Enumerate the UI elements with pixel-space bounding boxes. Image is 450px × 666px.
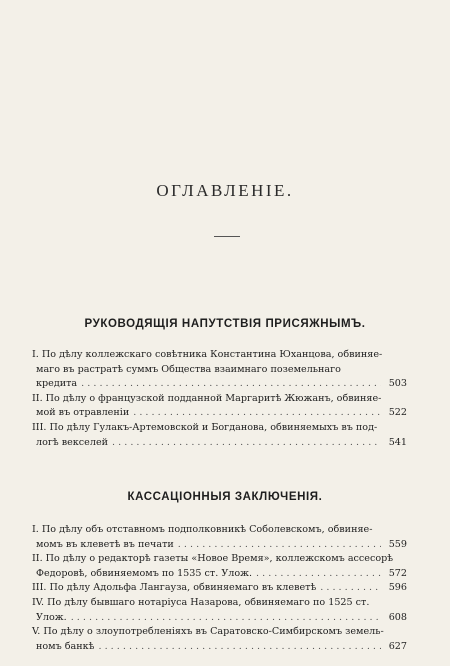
section-heading-cassation: КАССАЦІОННЫЯ ЗАКЛЮЧЕНІЯ. <box>127 491 323 503</box>
page-number: 541 <box>388 436 407 448</box>
toc-entry[interactable] <box>24 392 407 421</box>
dot-leader <box>98 640 381 655</box>
page-number: 559 <box>388 538 407 550</box>
toc-entry-line: маго въ растратѣ суммъ Общества взаимнаго поземельнаго <box>36 363 341 375</box>
page-number: 596 <box>388 582 407 594</box>
toc-entry-line: мой въ отравленіи <box>36 407 130 419</box>
dot-leader <box>71 611 381 626</box>
section-heading-instructions: РУКОВОДЯЩІЯ НАПУТСТВІЯ ПРИСЯЖНЫМЪ. <box>84 318 366 330</box>
toc-entry-line: II. По дѣлу о редакторѣ газеты «Новое Время», коллежскомъ ассесорѣ <box>32 553 394 565</box>
toc-entry-line: IV. По дѣлу бывшаго нотаріуса Назарова, обвиняемаго по 1525 ст. <box>32 596 370 608</box>
toc-entry-line: Улож. <box>36 611 67 623</box>
page-number: 522 <box>388 407 407 419</box>
dot-leader <box>133 406 381 421</box>
toc-entry[interactable] <box>24 552 407 581</box>
toc-list-instructions <box>24 348 407 450</box>
dot-leader <box>320 581 381 596</box>
toc-entry[interactable] <box>24 348 407 392</box>
page-number: 572 <box>388 567 407 579</box>
toc-entry-line: Федоровѣ, обвиняемомъ по 1535 ст. Улож. <box>36 567 252 579</box>
page-title: ОГЛАВЛЕНІЕ. <box>156 181 294 200</box>
toc-entry-line: I. По дѣлу коллежскаго совѣтника Константина Юханцова, обвиняе- <box>32 349 383 360</box>
toc-entry-line: I. По дѣлу объ отставномъ подполковникѣ Соболевскомъ, обвиняе- <box>32 524 373 535</box>
toc-entry-line: момъ въ клеветѣ въ печати <box>36 538 174 550</box>
toc-entry-line: II. По дѣлу о французской подданной Маргаритѣ Жюжанъ, обвиняе- <box>32 392 382 404</box>
dot-leader <box>256 567 381 582</box>
dot-leader <box>178 538 381 553</box>
toc-entry-line: кредита <box>36 378 78 390</box>
dot-leader <box>81 377 381 392</box>
toc-entry-line: V. По дѣлу о злоупотребленіяхъ въ Саратовско-Симбирскомъ земель- <box>32 626 384 638</box>
toc-entry-line: номъ банкѣ <box>36 640 95 652</box>
dot-leader <box>112 436 381 451</box>
toc-entry[interactable] <box>24 523 407 552</box>
page-number: 627 <box>388 640 407 652</box>
toc-list-cassation <box>24 523 407 654</box>
toc-entry-line: III. По дѣлу Адольфа Лангауза, обвиняемаго въ клеветѣ <box>32 582 317 594</box>
toc-entry[interactable] <box>24 421 407 450</box>
toc-entry[interactable] <box>24 581 407 596</box>
toc-entry-line: III. По дѣлу Гулакъ-Артемовской и Богданова, обвиняемыхъ въ под- <box>32 421 378 433</box>
page-number: 503 <box>388 378 407 390</box>
toc-entry-line: логѣ векселей <box>36 436 109 448</box>
title-divider <box>214 236 240 237</box>
toc-entry[interactable] <box>24 625 407 654</box>
toc-entry[interactable] <box>24 596 407 625</box>
page-number: 608 <box>388 611 407 623</box>
